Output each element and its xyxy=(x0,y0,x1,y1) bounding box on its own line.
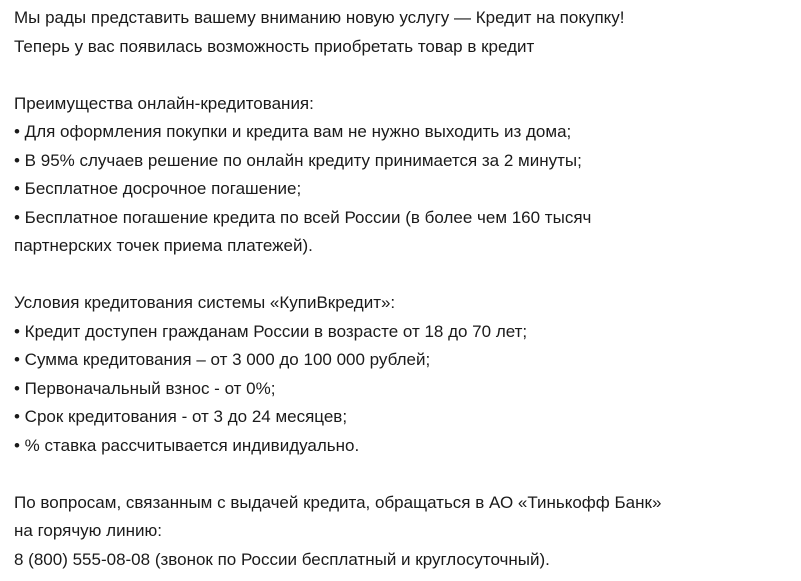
contacts-line-1: По вопросам, связанным с выдачей кредита, обращаться в АО «Тинькофф Банк» xyxy=(14,492,662,512)
conditions-heading: Условия кредитования системы «КупиВкредит»: xyxy=(14,293,396,312)
advantages-item-continuation: партнерских точек приема платежей). xyxy=(14,236,313,255)
paragraph-gap xyxy=(14,61,798,90)
conditions-item: • Первоначальный взнос - от 0%; xyxy=(14,378,276,398)
hotline-phone: 8 (800) 555-08-08 (звонок по России бесплатный и круглосуточный). xyxy=(14,549,550,569)
conditions-item: • % ставка рассчитывается индивидуально. xyxy=(14,435,360,455)
paragraph-gap xyxy=(14,460,798,489)
advantages-item: • Бесплатное досрочное погашение; xyxy=(14,179,302,198)
advantages-item: • Бесплатное погашение кредита по всей России (в более чем 160 тысяч xyxy=(14,207,592,227)
conditions-item: • Кредит доступен гражданам России в возрасте от 18 до 70 лет; xyxy=(14,321,528,341)
advantages-item: • В 95% случаев решение по онлайн кредиту принимается за 2 минуты; xyxy=(14,150,582,170)
intro-line-2: Теперь у вас появилась возможность приобретать товар в кредит xyxy=(14,36,535,56)
conditions-item: • Срок кредитования - от 3 до 24 месяцев; xyxy=(14,407,348,426)
intro-line-1: Мы рады представить вашему вниманию новую услугу — Кредит на покупку! xyxy=(14,8,625,27)
conditions-item: • Сумма кредитования – от 3 000 до 100 000 рублей; xyxy=(14,350,431,369)
advantages-heading: Преимущества онлайн-кредитования: xyxy=(14,93,314,113)
contacts-line-2: на горячую линию: xyxy=(14,521,162,540)
advantages-item: • Для оформления покупки и кредита вам не нужно выходить из дома; xyxy=(14,122,572,141)
paragraph-gap xyxy=(14,261,798,290)
document-body xyxy=(14,0,798,574)
